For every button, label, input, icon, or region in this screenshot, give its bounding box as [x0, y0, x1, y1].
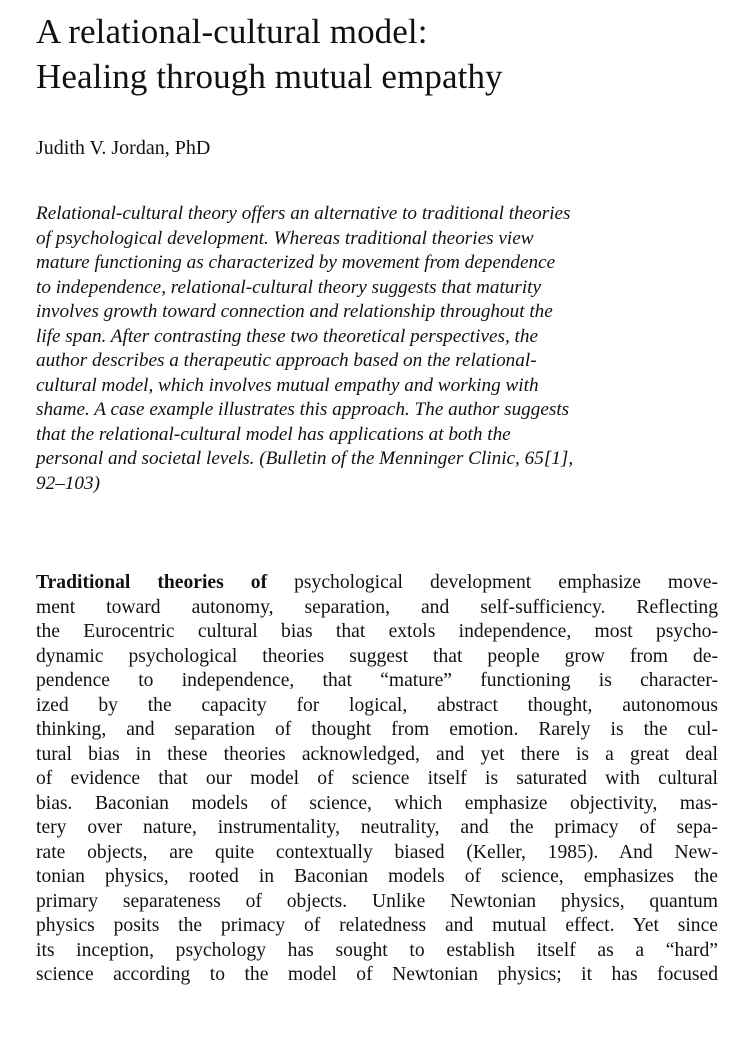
- abstract-line: personal and societal levels. (Bulletin of the Menninger Clinic, 65[1],: [36, 448, 574, 469]
- body-line: tery over nature, instrumentality, neutrality, and the primacy of sepa-: [36, 817, 718, 838]
- abstract-line: mature functioning as characterized by movement from dependence: [36, 252, 556, 273]
- body-line: thinking, and separation of thought from emotion. Rarely is the cul-: [36, 719, 718, 740]
- body-line: ized by the capacity for logical, abstract thought, autonomous: [36, 694, 718, 716]
- abstract-line: that the relational-cultural model has applications at both the: [36, 423, 511, 445]
- body-line: of evidence that our model of science itself is saturated with cultural: [36, 768, 718, 789]
- abstract-line: author describes a therapeutic approach based on the relational-: [36, 350, 537, 371]
- abstract: [36, 202, 718, 496]
- body-line: its inception, psychology has sought to establish itself as a “hard”: [36, 939, 718, 961]
- title-line: A relational-cultural model:: [36, 12, 428, 51]
- article-title: [36, 0, 718, 99]
- body-line: physics posits the primacy of relatedness and mutual effect. Yet since: [36, 915, 718, 936]
- abstract-line: cultural model, which involves mutual empathy and working with: [36, 374, 539, 396]
- abstract-line: shame. A case example illustrates this approach. The author suggests: [36, 399, 570, 420]
- body-line: rate objects, are quite contextually biased (Keller, 1985). And New-: [36, 841, 718, 863]
- title-line: Healing through mutual empathy: [36, 57, 503, 96]
- body-line: dynamic psychological theories suggest that people grow from de-: [36, 645, 718, 667]
- body-line: science according to the model of Newtonian physics; it has focused: [36, 964, 718, 985]
- body-line: the Eurocentric cultural bias that extols independence, most psycho-: [36, 621, 718, 642]
- abstract-line: to independence, relational-cultural theory suggests that maturity: [36, 276, 542, 298]
- body-line: [36, 571, 718, 596]
- body-line: tonian physics, rooted in Baconian models of science, emphasizes the: [36, 866, 718, 887]
- body-line: tural bias in these theories acknowledged, and yet there is a great deal: [36, 743, 718, 765]
- abstract-line: of psychological development. Whereas traditional theories view: [36, 227, 534, 249]
- author-name: Judith V. Jordan, PhD: [36, 137, 211, 159]
- abstract-line: life span. After contrasting these two theoretical perspectives, the: [36, 325, 538, 347]
- abstract-line: Relational-cultural theory offers an alternative to traditional theories: [36, 203, 571, 224]
- body-line-text: psychological development emphasize move-: [267, 572, 718, 593]
- lead-in-text: Traditional theories of: [36, 572, 268, 593]
- abstract-line: 92–103): [36, 472, 100, 494]
- article-page: [36, 0, 718, 985]
- body-line: pendence to independence, that “mature” functioning is character-: [36, 670, 718, 691]
- body-line: bias. Baconian models of science, which emphasize objectivity, mas-: [36, 792, 718, 814]
- abstract-line: involves growth toward connection and relationship throughout the: [36, 301, 553, 322]
- body-line: ment toward autonomy, separation, and self-sufficiency. Reflecting: [36, 596, 718, 618]
- body-line: primary separateness of objects. Unlike Newtonian physics, quantum: [36, 890, 718, 912]
- body-paragraph: [36, 571, 718, 988]
